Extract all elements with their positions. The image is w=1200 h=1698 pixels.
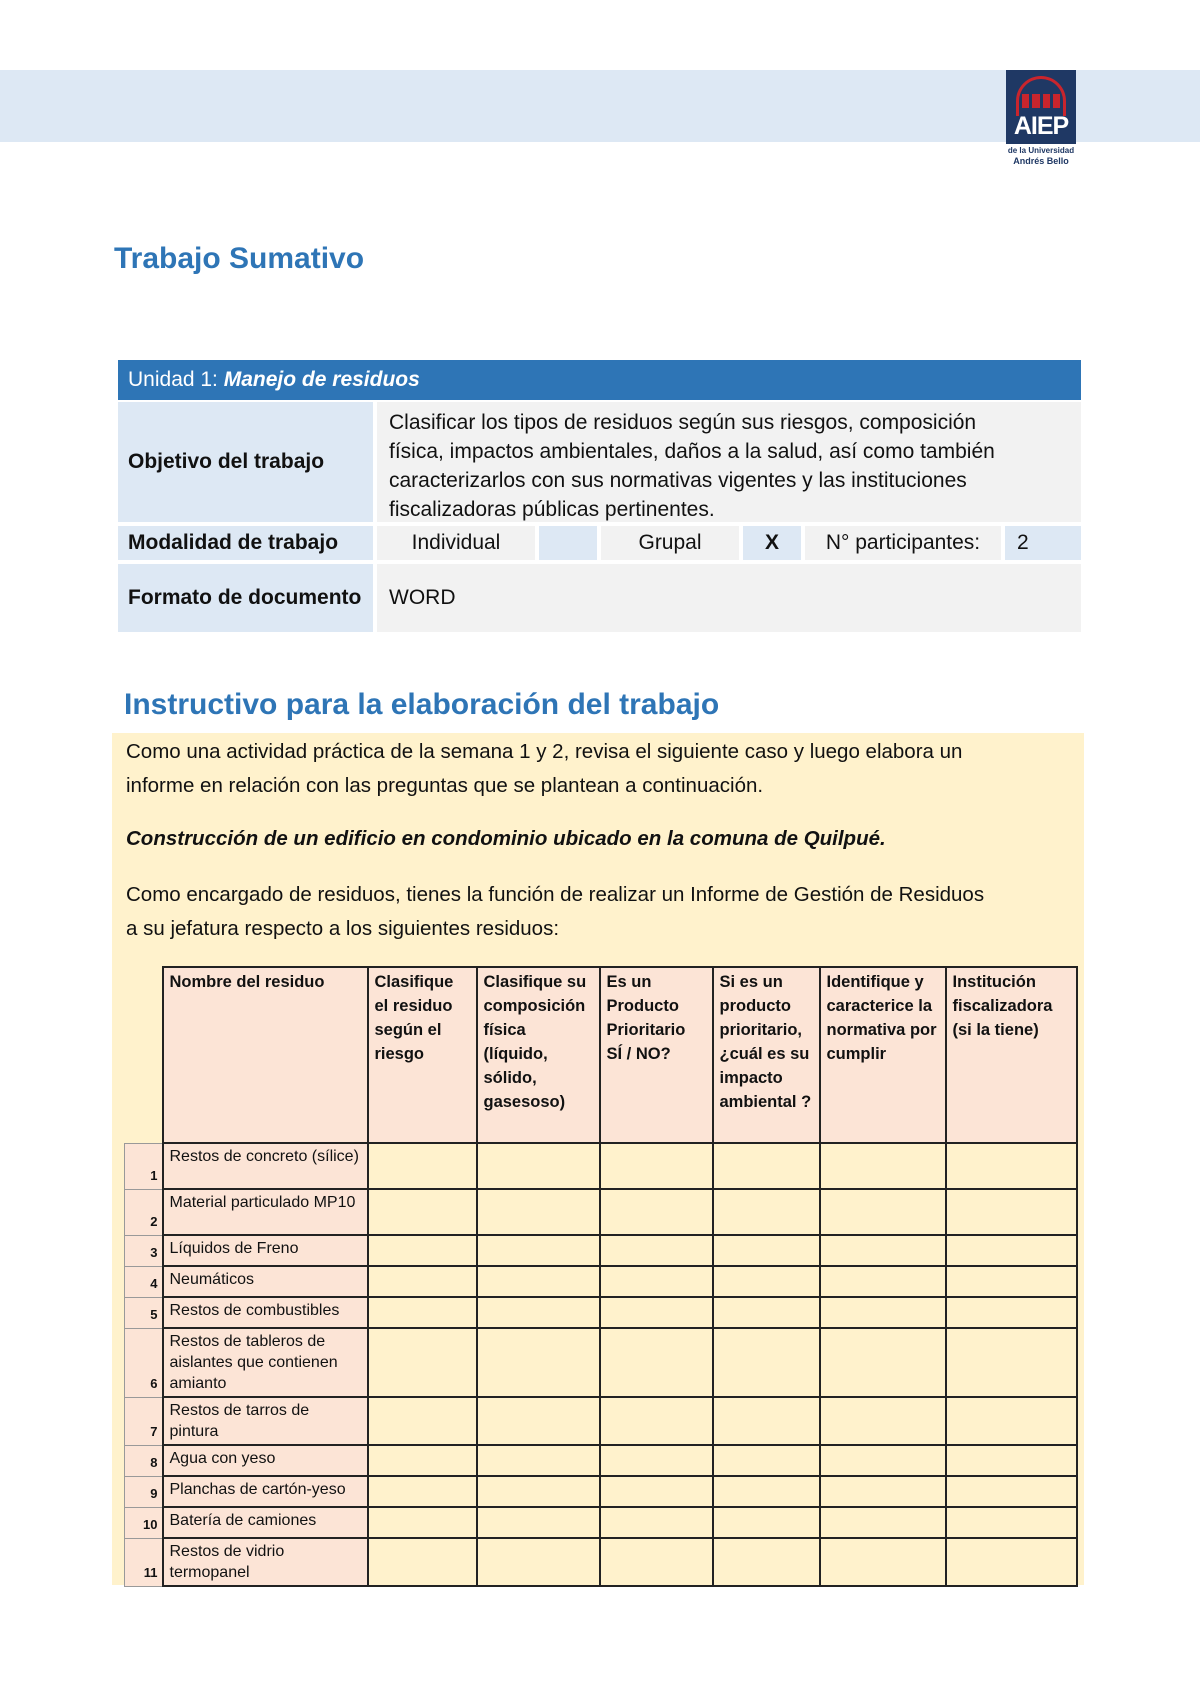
answer-cell[interactable] — [477, 1507, 600, 1538]
waste-name-cell: Agua con yeso — [163, 1445, 368, 1476]
unit-header — [118, 360, 1081, 400]
answer-cell[interactable] — [477, 1143, 600, 1189]
waste-name-cell: Líquidos de Freno — [163, 1235, 368, 1266]
answer-cell[interactable] — [946, 1538, 1077, 1586]
answer-cell[interactable] — [946, 1476, 1077, 1507]
answer-cell[interactable] — [477, 1328, 600, 1397]
table-row — [125, 1507, 1077, 1538]
logo-subtitle-2: Andrés Bello — [1013, 156, 1069, 166]
objective-line: física, impactos ambientales, daños a la salud, así como también — [389, 440, 995, 463]
case-title: Construcción de un edificio en condominio ubicado en la comuna de Quilpué. — [126, 827, 886, 850]
answer-cell[interactable] — [713, 1189, 820, 1235]
row-number: 5 — [125, 1297, 163, 1328]
logo-badge — [1006, 70, 1076, 144]
answer-cell[interactable] — [820, 1266, 946, 1297]
answer-cell[interactable] — [946, 1445, 1077, 1476]
aiep-logo — [1006, 70, 1076, 166]
table-row — [125, 1143, 1077, 1189]
answer-cell[interactable] — [477, 1445, 600, 1476]
logo-text: AIEP — [1013, 112, 1069, 140]
answer-cell[interactable] — [368, 1507, 477, 1538]
answer-cell[interactable] — [713, 1476, 820, 1507]
answer-cell[interactable] — [477, 1476, 600, 1507]
answer-cell[interactable] — [713, 1445, 820, 1476]
answer-cell[interactable] — [477, 1297, 600, 1328]
answer-cell[interactable] — [820, 1397, 946, 1445]
objective-line: caracterizarlos con sus normativas vigentes y las instituciones — [389, 469, 967, 492]
table-row — [125, 1189, 1077, 1235]
answer-cell[interactable] — [600, 1476, 713, 1507]
answer-cell[interactable] — [713, 1297, 820, 1328]
answer-cell[interactable] — [368, 1143, 477, 1189]
answer-cell[interactable] — [600, 1266, 713, 1297]
header-cell: Institución fiscalizadora (si la tiene) — [946, 967, 1077, 1143]
answer-cell[interactable] — [820, 1297, 946, 1328]
answer-cell[interactable] — [713, 1235, 820, 1266]
row-number: 2 — [125, 1189, 163, 1235]
objective-line: fiscalizadoras públicas pertinentes. — [389, 498, 715, 521]
format-label: Formato de documento — [118, 564, 373, 632]
answer-cell[interactable] — [946, 1235, 1077, 1266]
answer-cell[interactable] — [368, 1538, 477, 1586]
answer-cell[interactable] — [477, 1397, 600, 1445]
header-cell: Clasifique el residuo según el riesgo — [368, 967, 477, 1143]
header-cell: Nombre del residuo — [163, 967, 368, 1143]
answer-cell[interactable] — [820, 1328, 946, 1397]
answer-cell[interactable] — [477, 1538, 600, 1586]
answer-cell[interactable] — [713, 1538, 820, 1586]
row-number: 6 — [125, 1328, 163, 1397]
answer-cell[interactable] — [368, 1266, 477, 1297]
table-row — [125, 1538, 1077, 1586]
header-cell: Si es un producto prioritario, ¿cuál es su impacto ambiental ? — [713, 967, 820, 1143]
waste-name-cell: Planchas de cartón-yeso — [163, 1476, 368, 1507]
answer-cell[interactable] — [713, 1507, 820, 1538]
answer-cell[interactable] — [477, 1235, 600, 1266]
row-number: 9 — [125, 1476, 163, 1507]
objective-text — [377, 402, 1081, 522]
table-row — [125, 1397, 1077, 1445]
page-title: Trabajo Sumativo — [114, 242, 365, 275]
answer-cell[interactable] — [477, 1266, 600, 1297]
answer-cell[interactable] — [713, 1143, 820, 1189]
answer-cell[interactable] — [600, 1445, 713, 1476]
answer-cell[interactable] — [820, 1507, 946, 1538]
row-number: 10 — [125, 1507, 163, 1538]
table-corner — [125, 967, 163, 1143]
objective-label: Objetivo del trabajo — [118, 402, 373, 522]
answer-cell[interactable] — [946, 1507, 1077, 1538]
modality-grupal-checkbox[interactable]: X — [743, 526, 801, 560]
answer-cell[interactable] — [946, 1143, 1077, 1189]
answer-cell[interactable] — [820, 1143, 946, 1189]
waste-name-cell: Material particulado MP10 — [163, 1189, 368, 1235]
row-number: 7 — [125, 1397, 163, 1445]
row-number: 1 — [125, 1143, 163, 1189]
answer-cell[interactable] — [600, 1189, 713, 1235]
objective-line: Clasificar los tipos de residuos según sus riesgos, composición — [389, 411, 977, 434]
modality-grupal-label: Grupal — [601, 526, 739, 560]
row-number: 3 — [125, 1235, 163, 1266]
answer-cell[interactable] — [600, 1397, 713, 1445]
instructions-paragraph-1a: Como una actividad práctica de la semana 1 y 2, revisa el siguiente caso y luego elabora un — [126, 740, 963, 763]
instructions-paragraph-1b: informe en relación con las preguntas que se plantean a continuación. — [126, 774, 764, 797]
answer-cell[interactable] — [477, 1189, 600, 1235]
table-header-row — [125, 967, 1077, 1143]
answer-cell[interactable] — [820, 1538, 946, 1586]
table-body — [125, 1143, 1077, 1586]
table-row — [125, 1235, 1077, 1266]
answer-cell[interactable] — [600, 1328, 713, 1397]
participants-value[interactable]: 2 — [1005, 526, 1081, 560]
answer-cell[interactable] — [600, 1143, 713, 1189]
answer-cell[interactable] — [368, 1476, 477, 1507]
answer-cell[interactable] — [946, 1297, 1077, 1328]
row-number: 8 — [125, 1445, 163, 1476]
answer-cell[interactable] — [368, 1397, 477, 1445]
answer-cell[interactable] — [820, 1476, 946, 1507]
header-cell: Es un Producto Prioritario SÍ / NO? — [600, 967, 713, 1143]
instructions-paragraph-2a: Como encargado de residuos, tienes la función de realizar un Informe de Gestión de Residuos — [126, 883, 985, 906]
table-row — [125, 1328, 1077, 1397]
answer-cell[interactable] — [600, 1538, 713, 1586]
waste-name-cell: Batería de camiones — [163, 1507, 368, 1538]
answer-cell[interactable] — [946, 1266, 1077, 1297]
waste-name-cell: Neumáticos — [163, 1266, 368, 1297]
row-number: 11 — [125, 1538, 163, 1586]
waste-name-cell: Restos de tarros de pintura — [163, 1397, 368, 1445]
modality-label: Modalidad de trabajo — [118, 526, 373, 560]
answer-cell[interactable] — [946, 1328, 1077, 1397]
format-value: WORD — [377, 564, 1081, 632]
answer-cell[interactable] — [368, 1328, 477, 1397]
waste-table — [124, 966, 1078, 1587]
waste-name-cell: Restos de concreto (sílice) — [163, 1143, 368, 1189]
answer-cell[interactable] — [713, 1397, 820, 1445]
answer-cell[interactable] — [600, 1235, 713, 1266]
waste-name-cell: Restos de tableros de aislantes que contienen amianto — [163, 1328, 368, 1397]
instructions-heading: Instructivo para la elaboración del trabajo — [124, 688, 720, 721]
modality-individual-label: Individual — [377, 526, 535, 560]
unit-name: Manejo de residuos — [223, 368, 420, 391]
modality-individual-checkbox[interactable] — [539, 526, 597, 560]
waste-name-cell: Restos de vidrio termopanel — [163, 1538, 368, 1586]
answer-cell[interactable] — [600, 1297, 713, 1328]
header-cell: Identifique y caracterice la normativa por cumplir — [820, 967, 946, 1143]
table-row — [125, 1297, 1077, 1328]
answer-cell[interactable] — [946, 1189, 1077, 1235]
table-row — [125, 1445, 1077, 1476]
instructions-paragraph-2b: a su jefatura respecto a los siguientes residuos: — [126, 917, 560, 940]
answer-cell[interactable] — [368, 1297, 477, 1328]
row-number: 4 — [125, 1266, 163, 1297]
header-cell: Clasifique su composición física (líquido, sólido, gasesoso) — [477, 967, 600, 1143]
answer-cell[interactable] — [368, 1445, 477, 1476]
answer-cell[interactable] — [820, 1445, 946, 1476]
answer-cell[interactable] — [713, 1266, 820, 1297]
logo-subtitle-1: de la Universidad — [1007, 146, 1075, 155]
answer-cell[interactable] — [368, 1189, 477, 1235]
logo-building-icon — [1022, 94, 1060, 108]
answer-cell[interactable] — [820, 1235, 946, 1266]
answer-cell[interactable] — [946, 1397, 1077, 1445]
answer-cell[interactable] — [713, 1328, 820, 1397]
table-row — [125, 1476, 1077, 1507]
answer-cell[interactable] — [820, 1189, 946, 1235]
answer-cell[interactable] — [600, 1507, 713, 1538]
unit-prefix: Unidad 1: — [128, 368, 218, 391]
table-row — [125, 1266, 1077, 1297]
waste-name-cell: Restos de combustibles — [163, 1297, 368, 1328]
participants-label: N° participantes: — [805, 526, 1001, 560]
answer-cell[interactable] — [368, 1235, 477, 1266]
